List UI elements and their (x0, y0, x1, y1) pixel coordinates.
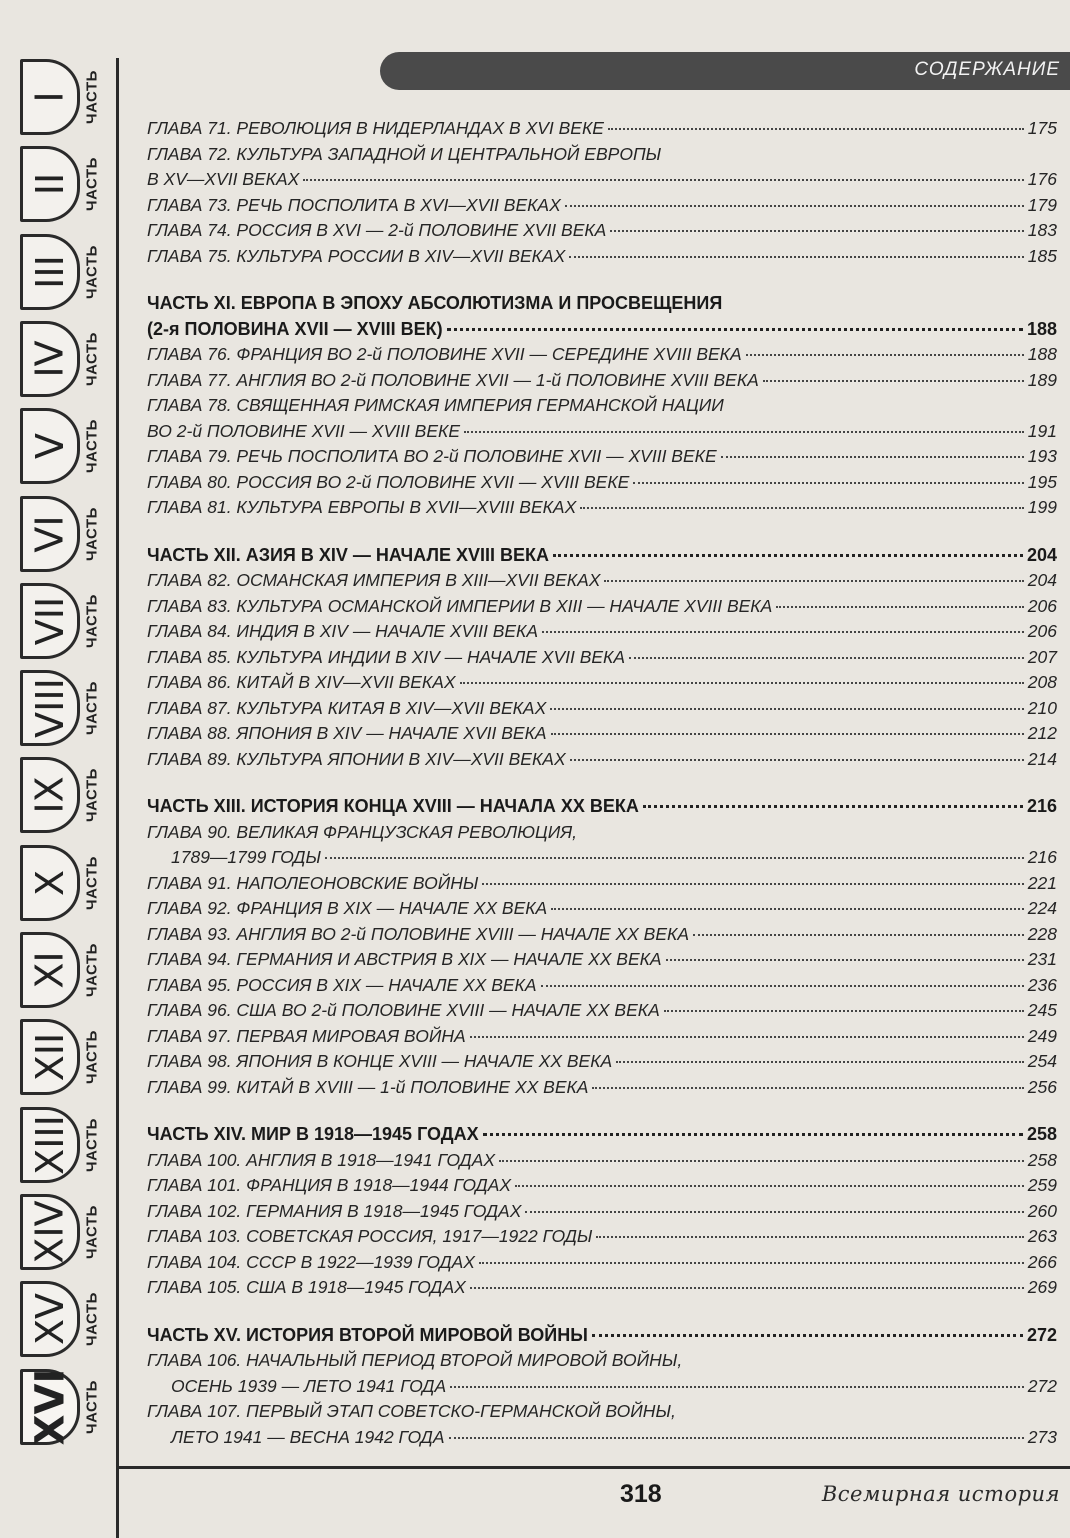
entry-title: ГЛАВА 83. КУЛЬТУРА ОСМАНСКОЙ ИМПЕРИИ В XIII — НАЧАЛЕ XVIII ВЕКА (147, 595, 773, 616)
entry-title: ЧАСТЬ XV. ИСТОРИЯ ВТОРОЙ МИРОВОЙ ВОЙНЫ (147, 1324, 588, 1345)
entry-page-number: 185 (1027, 245, 1057, 266)
toc-chapter-entry[interactable] (147, 421, 1057, 447)
part-tab-i[interactable] (16, 55, 116, 139)
entry-title: ГЛАВА 102. ГЕРМАНИЯ В 1918—1945 ГОДАХ (147, 1200, 522, 1221)
entry-title: (2-я ПОЛОВИНА XVII — XVIII ВЕК) (147, 318, 443, 339)
toc-chapter-entry[interactable] (147, 497, 1057, 523)
toc-part-entry (147, 293, 1057, 319)
entry-page-number: 188 (1026, 318, 1057, 339)
toc-chapter-entry[interactable] (147, 672, 1057, 698)
part-tab-box (20, 757, 80, 833)
entry-page-number: 272 (1026, 1324, 1057, 1345)
entry-page-number: 206 (1027, 595, 1057, 616)
toc-chapter-entry[interactable] (147, 570, 1057, 596)
dot-leader (633, 482, 1023, 484)
toc-chapter-entry[interactable] (147, 698, 1057, 724)
part-tab-numeral: XVI (27, 1368, 73, 1445)
dot-leader (450, 1386, 1024, 1388)
part-tab-numeral: XIV (28, 1200, 73, 1264)
part-tab-label: ЧАСТЬ (83, 419, 101, 474)
dot-leader (604, 580, 1023, 582)
toc-chapter-entry[interactable] (147, 246, 1057, 272)
entry-page-number: 208 (1027, 672, 1057, 692)
toc-chapter-entry[interactable] (147, 344, 1057, 370)
entry-page-number: 258 (1026, 1124, 1057, 1144)
entry-title: ЧАСТЬ XII. АЗИЯ В XIV — НАЧАЛЕ XVIII ВЕКА (147, 544, 549, 565)
entry-page-number: 260 (1027, 1200, 1057, 1221)
dot-leader (551, 733, 1024, 735)
part-tab-ii[interactable] (16, 142, 116, 226)
toc-chapter-entry[interactable] (147, 195, 1057, 221)
dot-leader (610, 230, 1023, 232)
footer-rule (117, 1466, 1070, 1469)
part-tab-box (20, 408, 80, 484)
toc-chapter-entry[interactable] (147, 472, 1057, 498)
entry-title: ГЛАВА 85. КУЛЬТУРА ИНДИИ В XIV — НАЧАЛЕ XVII ВЕКА (147, 646, 626, 667)
toc-section (147, 1325, 1057, 1453)
entry-page-number: 195 (1027, 471, 1057, 492)
entry-page-number: 224 (1027, 898, 1057, 918)
part-tab-box (20, 1281, 80, 1357)
toc-section (147, 1124, 1057, 1303)
toc-part-entry[interactable] (147, 796, 1057, 822)
toc-section (147, 293, 1057, 523)
entry-page-number: 258 (1027, 1149, 1057, 1170)
entry-title: ГЛАВА 95. РОССИЯ В XIX — НАЧАЛЕ XX ВЕКА (147, 974, 537, 995)
part-tab-numeral: IV (27, 340, 72, 378)
part-tab-label: ЧАСТЬ (83, 506, 101, 561)
entry-title: ЧАСТЬ XIV. МИР В 1918—1945 ГОДАХ (147, 1124, 479, 1144)
entry-title: ГЛАВА 93. АНГЛИЯ ВО 2-й ПОЛОВИНЕ XVIII — НАЧАЛЕ XX ВЕКА (147, 923, 690, 944)
entry-page-number: 228 (1027, 923, 1057, 944)
entry-title: ЧАСТЬ XIII. ИСТОРИЯ КОНЦА XVIII — НАЧАЛА XX ВЕКА (147, 796, 639, 816)
toc-chapter-entry[interactable] (147, 1277, 1057, 1303)
entry-title: ГЛАВА 89. КУЛЬТУРА ЯПОНИИ В XIV—XVII ВЕКАХ (147, 748, 566, 769)
entry-title: ЧАСТЬ XI. ЕВРОПА В ЭПОХУ АБСОЛЮТИЗМА И ПРОСВЕЩЕНИЯ (147, 293, 723, 313)
entry-title: ГЛАВА 92. ФРАНЦИЯ В XIX — НАЧАЛЕ XX ВЕКА (147, 898, 548, 918)
entry-title: ГЛАВА 71. РЕВОЛЮЦИЯ В НИДЕРЛАНДАХ В XVI ВЕКЕ (147, 118, 604, 138)
entry-page-number: 193 (1027, 446, 1057, 466)
toc-chapter-entry[interactable] (147, 924, 1057, 950)
part-tab-box (20, 496, 80, 572)
part-tab-numeral: VII (27, 596, 72, 646)
part-tab-numeral: X (27, 869, 72, 896)
entry-page-number: 249 (1027, 1025, 1057, 1046)
part-tab-numeral: V (28, 433, 72, 460)
dot-leader (551, 908, 1024, 910)
entry-title: ЛЕТО 1941 — ВЕСНА 1942 ГОДА (171, 1426, 445, 1447)
entry-page-number: 254 (1027, 1051, 1057, 1071)
toc-section (147, 118, 1057, 271)
dot-leader (460, 682, 1024, 684)
entry-page-number: 176 (1027, 169, 1057, 189)
part-tab-numeral: IX (28, 776, 72, 815)
book-title: Всемирная история (821, 1482, 1060, 1506)
entry-page-number: 189 (1027, 369, 1057, 390)
part-tab-numeral: I (28, 91, 72, 103)
entry-page-number: 179 (1027, 194, 1057, 215)
part-tab-box (20, 1107, 80, 1183)
dot-leader (515, 1185, 1024, 1187)
toc-chapter-entry[interactable] (147, 621, 1057, 647)
entry-page-number: 259 (1027, 1175, 1057, 1195)
entry-page-number: 175 (1027, 118, 1057, 138)
entry-title: ВО 2-й ПОЛОВИНЕ XVII — XVIII ВЕКЕ (147, 420, 461, 441)
entry-page-number: 269 (1027, 1277, 1057, 1297)
toc-chapter-entry[interactable] (147, 1226, 1057, 1252)
toc-chapter-entry[interactable] (147, 1252, 1057, 1278)
entry-title: ГЛАВА 78. СВЯЩЕННАЯ РИМСКАЯ ИМПЕРИЯ ГЕРМАНСКОЙ НАЦИИ (147, 395, 724, 415)
entry-title: ГЛАВА 81. КУЛЬТУРА ЕВРОПЫ В XVII—XVIII ВЕКАХ (147, 497, 577, 517)
entry-title: ГЛАВА 90. ВЕЛИКАЯ ФРАНЦУЗСКАЯ РЕВОЛЮЦИЯ, (147, 821, 578, 842)
entry-title: ГЛАВА 103. СОВЕТСКАЯ РОССИЯ, 1917—1922 ГОДЫ (147, 1226, 593, 1246)
entry-title: 1789—1799 ГОДЫ (171, 847, 322, 867)
entry-title: ГЛАВА 76. ФРАНЦИЯ ВО 2-й ПОЛОВИНЕ XVII — СЕРЕДИНЕ XVIII ВЕКА (147, 344, 742, 364)
entry-title: ГЛАВА 77. АНГЛИЯ ВО 2-й ПОЛОВИНЕ XVII — 1-й ПОЛОВИНЕ XVIII ВЕКА (147, 369, 759, 390)
entry-page-number: 273 (1027, 1426, 1057, 1447)
part-tab-box (20, 670, 80, 746)
part-tab-x[interactable] (16, 841, 116, 925)
entry-page-number: 221 (1027, 872, 1057, 893)
toc-chapter-entry[interactable] (147, 1051, 1057, 1077)
dot-leader (616, 1061, 1024, 1063)
toc-chapter-entry[interactable] (147, 873, 1057, 899)
entry-page-number: 204 (1027, 570, 1057, 590)
dot-leader (464, 431, 1024, 433)
part-tab-iv[interactable] (16, 317, 116, 401)
entry-title: ГЛАВА 107. ПЕРВЫЙ ЭТАП СОВЕТСКО-ГЕРМАНСКОЙ ВОЙНЫ, (147, 1401, 676, 1421)
toc-chapter-entry (147, 1350, 1057, 1376)
part-tab-xi[interactable] (16, 928, 116, 1012)
part-tab-vii[interactable] (16, 579, 116, 663)
part-tab-viii[interactable] (16, 666, 116, 750)
part-tab-label: ЧАСТЬ (83, 943, 101, 997)
part-tab-label: ЧАСТЬ (83, 331, 101, 386)
entry-title: ГЛАВА 88. ЯПОНИЯ В XIV — НАЧАЛЕ XVII ВЕКА (147, 723, 547, 743)
entry-page-number: 191 (1027, 420, 1057, 441)
entry-page-number: 204 (1026, 544, 1057, 565)
entry-title: ОСЕНЬ 1939 — ЛЕТО 1941 ГОДА (171, 1375, 447, 1396)
dot-leader (449, 1437, 1024, 1439)
toc-chapter-entry (147, 395, 1057, 421)
dot-leader (447, 328, 1023, 331)
dot-leader (550, 708, 1024, 710)
dot-leader (596, 1236, 1023, 1238)
entry-title: ГЛАВА 97. ПЕРВАЯ МИРОВАЯ ВОЙНА (147, 1025, 466, 1046)
entry-page-number: 236 (1027, 974, 1057, 995)
toc-chapter-entry[interactable] (147, 1026, 1057, 1052)
entry-page-number: 272 (1027, 1375, 1057, 1396)
header-bar (380, 52, 1070, 90)
entry-title: ГЛАВА 105. США В 1918—1945 ГОДАХ (147, 1277, 466, 1297)
toc-chapter-entry[interactable] (147, 647, 1057, 673)
toc-chapter-entry (147, 144, 1057, 170)
toc-chapter-entry[interactable] (147, 446, 1057, 472)
entry-title: ГЛАВА 91. НАПОЛЕОНОВСКИЕ ВОЙНЫ (147, 872, 479, 893)
part-tab-box (20, 845, 80, 921)
entry-page-number: 245 (1027, 1000, 1057, 1020)
dot-leader (763, 380, 1024, 382)
entry-page-number: 256 (1027, 1076, 1057, 1097)
toc-chapter-entry[interactable] (147, 975, 1057, 1001)
dot-leader (303, 179, 1023, 181)
part-tab-label: ЧАСТЬ (83, 768, 101, 823)
entry-title: ГЛАВА 94. ГЕРМАНИЯ И АВСТРИЯ В XIX — НАЧАЛЕ XX ВЕКА (147, 949, 662, 969)
part-tab-numeral: VI (27, 514, 72, 553)
toc-chapter-entry[interactable] (147, 118, 1057, 144)
entry-title: ГЛАВА 100. АНГЛИЯ В 1918—1941 ГОДАХ (147, 1149, 496, 1170)
toc-chapter-entry[interactable] (147, 1201, 1057, 1227)
toc-chapter-entry[interactable] (147, 1376, 1057, 1402)
entry-page-number: 188 (1027, 344, 1057, 364)
entry-title: ГЛАВА 75. КУЛЬТУРА РОССИИ В XIV—XVII ВЕКАХ (147, 245, 566, 266)
tab-divider-line (116, 58, 119, 1538)
entry-page-number: 216 (1027, 847, 1057, 867)
entry-page-number: 263 (1027, 1226, 1057, 1246)
part-tab-label: ЧАСТЬ (83, 1292, 101, 1347)
toc-chapter-entry[interactable] (147, 1150, 1057, 1176)
dot-leader (470, 1036, 1024, 1038)
part-tab-vi[interactable] (16, 492, 116, 576)
entry-title: ГЛАВА 87. КУЛЬТУРА КИТАЯ В XIV—XVII ВЕКАХ (147, 697, 547, 718)
part-tab-xii[interactable] (16, 1015, 116, 1099)
entry-page-number: 214 (1027, 748, 1057, 769)
dot-leader (541, 985, 1024, 987)
part-tab-xiv[interactable] (16, 1190, 116, 1274)
table-of-contents (147, 118, 1057, 1474)
part-tab-label: ЧАСТЬ (83, 855, 101, 910)
entry-title: ГЛАВА 99. КИТАЙ В XVIII — 1-й ПОЛОВИНЕ XX ВЕКА (147, 1076, 589, 1097)
entry-title: ГЛАВА 72. КУЛЬТУРА ЗАПАДНОЙ И ЦЕНТРАЛЬНОЙ ЕВРОПЫ (147, 143, 662, 164)
part-tab-numeral: XI (28, 951, 72, 989)
part-tab-numeral: VIII (28, 678, 72, 738)
toc-chapter-entry[interactable] (147, 1000, 1057, 1026)
entry-page-number: 212 (1027, 723, 1057, 743)
dot-leader (482, 883, 1023, 885)
toc-chapter-entry[interactable] (147, 949, 1057, 975)
page-number: 318 (620, 1480, 662, 1508)
page-title: СОДЕРЖАНИЕ (914, 59, 1060, 80)
toc-chapter-entry[interactable] (147, 749, 1057, 775)
part-tab-label: ЧАСТЬ (83, 1117, 101, 1172)
toc-chapter-entry[interactable] (147, 1175, 1057, 1201)
part-tab-box (20, 1369, 80, 1445)
part-tab-box (20, 321, 80, 397)
part-tab-box (20, 1194, 80, 1270)
part-tab-box (20, 59, 80, 135)
part-tab-label: ЧАСТЬ (83, 681, 101, 736)
part-tab-xv[interactable] (16, 1277, 116, 1361)
dot-leader (569, 256, 1023, 258)
dot-leader (570, 759, 1024, 761)
dot-leader (542, 631, 1024, 633)
toc-chapter-entry[interactable] (147, 898, 1057, 924)
part-tab-xvi[interactable] (16, 1365, 116, 1449)
toc-part-entry[interactable] (147, 1325, 1057, 1351)
entry-page-number: 231 (1027, 949, 1057, 969)
toc-chapter-entry (147, 822, 1057, 848)
dot-leader (592, 1334, 1023, 1337)
toc-chapter-entry[interactable] (147, 169, 1057, 195)
toc-chapter-entry[interactable] (147, 1077, 1057, 1103)
dot-leader (643, 805, 1023, 808)
part-tab-box (20, 1019, 80, 1095)
part-tab-numeral: III (28, 254, 72, 289)
part-tab-v[interactable] (16, 404, 116, 488)
part-tab-xiii[interactable] (16, 1103, 116, 1187)
dot-leader (499, 1160, 1024, 1162)
part-tab-box (20, 146, 80, 222)
toc-part-entry[interactable] (147, 319, 1057, 345)
toc-chapter-entry[interactable] (147, 723, 1057, 749)
entry-page-number: 266 (1027, 1251, 1057, 1272)
part-tab-iii[interactable] (16, 230, 116, 314)
entry-page-number: 216 (1026, 796, 1057, 816)
dot-leader (608, 128, 1024, 130)
entry-title: ГЛАВА 74. РОССИЯ В XVI — 2-й ПОЛОВИНЕ XVII ВЕКА (147, 220, 607, 240)
part-tab-box (20, 932, 80, 1008)
dot-leader (666, 959, 1024, 961)
dot-leader (580, 507, 1024, 509)
entry-page-number: 210 (1027, 697, 1057, 718)
dot-leader (592, 1087, 1023, 1089)
entry-title: ГЛАВА 101. ФРАНЦИЯ В 1918—1944 ГОДАХ (147, 1175, 512, 1195)
dot-leader (776, 606, 1024, 608)
dot-leader (629, 657, 1024, 659)
part-tab-label: ЧАСТЬ (83, 593, 101, 648)
part-tab-numeral: XII (27, 1033, 72, 1082)
dot-leader (664, 1010, 1024, 1012)
entry-title: ГЛАВА 84. ИНДИЯ В XIV — НАЧАЛЕ XVIII ВЕКА (147, 621, 539, 641)
entry-title: ГЛАВА 80. РОССИЯ ВО 2-й ПОЛОВИНЕ XVII — XVIII ВЕКЕ (147, 471, 630, 492)
dot-leader (525, 1211, 1023, 1213)
entry-page-number: 206 (1027, 621, 1057, 641)
dot-leader (325, 857, 1024, 859)
entry-title: ГЛАВА 106. НАЧАЛЬНЫЙ ПЕРИОД ВТОРОЙ МИРОВОЙ ВОЙНЫ, (147, 1350, 683, 1370)
toc-chapter-entry[interactable] (147, 847, 1057, 873)
dot-leader (721, 456, 1024, 458)
part-tab-label: ЧАСТЬ (83, 1379, 101, 1434)
entry-title: ГЛАВА 73. РЕЧЬ ПОСПОЛИТА В XVI—XVII ВЕКАХ (147, 194, 561, 215)
toc-section (147, 545, 1057, 775)
part-tab-box (20, 583, 80, 659)
entry-title: ГЛАВА 98. ЯПОНИЯ В КОНЦЕ XVIII — НАЧАЛЕ XX ВЕКА (147, 1051, 613, 1071)
toc-part-entry[interactable] (147, 545, 1057, 571)
entry-page-number: 199 (1027, 497, 1057, 517)
toc-chapter-entry (147, 1401, 1057, 1427)
part-tab-label: ЧАСТЬ (83, 1204, 101, 1259)
toc-section (147, 796, 1057, 1102)
dot-leader (746, 354, 1024, 356)
dot-leader (553, 554, 1023, 557)
entry-page-number: 207 (1027, 646, 1057, 667)
toc-chapter-entry[interactable] (147, 370, 1057, 396)
entry-title: ГЛАВА 86. КИТАЙ В XIV—XVII ВЕКАХ (147, 672, 456, 692)
toc-chapter-entry[interactable] (147, 1427, 1057, 1453)
part-tab-label: ЧАСТЬ (83, 157, 101, 212)
part-tab-label: ЧАСТЬ (83, 1030, 101, 1085)
part-tab-label: ЧАСТЬ (83, 244, 101, 299)
entry-title: ГЛАВА 82. ОСМАНСКАЯ ИМПЕРИЯ В XIII—XVII ВЕКАХ (147, 570, 601, 590)
dot-leader (470, 1287, 1024, 1289)
dot-leader (693, 934, 1024, 936)
part-tab-ix[interactable] (16, 753, 116, 837)
entry-title: В XV—XVII ВЕКАХ (147, 169, 300, 189)
toc-part-entry[interactable] (147, 1124, 1057, 1150)
part-tab-label: ЧАСТЬ (83, 70, 101, 124)
entry-title: ГЛАВА 79. РЕЧЬ ПОСПОЛИТА ВО 2-й ПОЛОВИНЕ XVII — XVIII ВЕКЕ (147, 446, 717, 466)
part-tab-numeral: II (27, 173, 72, 196)
dot-leader (483, 1133, 1023, 1136)
entry-title: ГЛАВА 96. США ВО 2-й ПОЛОВИНЕ XVIII — НАЧАЛЕ XX ВЕКА (147, 1000, 660, 1020)
dot-leader (479, 1262, 1024, 1264)
part-tab-numeral: XV (28, 1293, 72, 1346)
entry-page-number: 183 (1027, 220, 1057, 240)
toc-chapter-entry[interactable] (147, 596, 1057, 622)
part-tab-box (20, 234, 80, 310)
toc-chapter-entry[interactable] (147, 220, 1057, 246)
entry-title: ГЛАВА 104. СССР В 1922—1939 ГОДАХ (147, 1251, 475, 1272)
dot-leader (565, 205, 1024, 207)
part-tab-numeral: XIII (28, 1114, 72, 1175)
